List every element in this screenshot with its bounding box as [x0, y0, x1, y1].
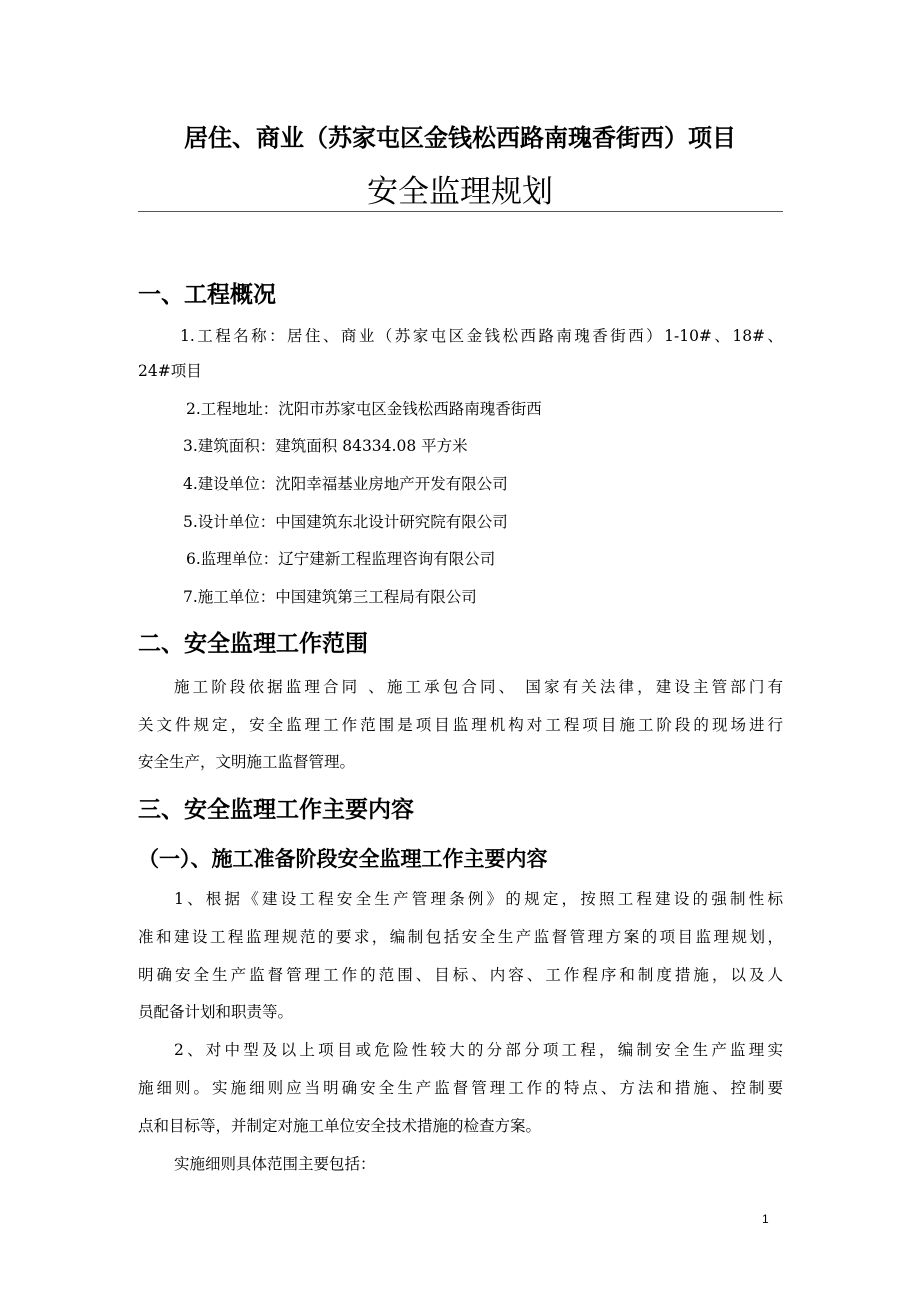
section3-subheading: （一）、施工准备阶段安全监理工作主要内容	[138, 847, 548, 871]
prep-paragraph1-line3: 明确安全生产监督管理工作的范围、目标、内容、工作程序和制度措施，以及人	[138, 966, 783, 984]
prep-paragraph1-line2: 准和建设工程监理规范的要求，编制包括安全生产监督管理方案的项目监理规划，	[138, 928, 783, 946]
prep-paragraph1-line4: 员配备计划和职责等。	[138, 1003, 294, 1021]
construction-unit: 4.建设单位：沈阳幸福基业房地产开发有限公司	[183, 475, 508, 493]
title-divider	[138, 211, 783, 212]
project-name-line2: 24#项目	[138, 362, 202, 380]
supervision-unit: 6.监理单位：辽宁建新工程监理咨询有限公司	[186, 550, 496, 568]
prep-paragraph3-line1: 实施细则具体范围主要包括：	[174, 1155, 376, 1173]
project-address: 2.工程地址：沈阳市苏家屯区金钱松西路南瑰香街西	[186, 400, 542, 418]
document-title-line2: 安全监理规划	[367, 174, 553, 210]
building-area: 3.建筑面积：建筑面积 84334.08 平方米	[183, 437, 468, 455]
scope-paragraph-line1: 施工阶段依据监理合同 、施工承包合同、 国家有关法律，建设主管部门有	[174, 678, 783, 696]
scope-paragraph-line3: 安全生产，文明施工监督管理。	[138, 753, 356, 771]
prep-paragraph2-line3: 点和目标等，并制定对施工单位安全技术措施的检查方案。	[138, 1117, 542, 1135]
prep-paragraph1-line1: 1、根据《建设工程安全生产管理条例》的规定，按照工程建设的强制性标	[174, 890, 783, 908]
document-title-line1: 居住、商业（苏家屯区金钱松西路南瑰香街西）项目	[184, 124, 736, 152]
contractor-unit: 7.施工单位：中国建筑第三工程局有限公司	[183, 588, 477, 606]
section2-heading: 二、安全监理工作范围	[138, 631, 368, 657]
design-unit: 5.设计单位：中国建筑东北设计研究院有限公司	[183, 513, 508, 531]
project-name-line1: 1.工程名称：居住、商业（苏家屯区金钱松西路南瑰香街西）1-10#、18#、	[180, 327, 783, 345]
prep-paragraph2-line2: 施细则。实施细则应当明确安全生产监督管理工作的特点、方法和措施、控制要	[138, 1079, 783, 1097]
page-number: 1	[762, 1212, 769, 1226]
scope-paragraph-line2: 关文件规定，安全监理工作范围是项目监理机构对工程项目施工阶段的现场进行	[138, 716, 783, 734]
section3-heading: 三、安全监理工作主要内容	[138, 797, 414, 823]
prep-paragraph2-line1: 2、对中型及以上项目或危险性较大的分部分项工程，编制安全生产监理实	[174, 1041, 783, 1059]
section1-heading: 一、工程概况	[138, 282, 276, 308]
